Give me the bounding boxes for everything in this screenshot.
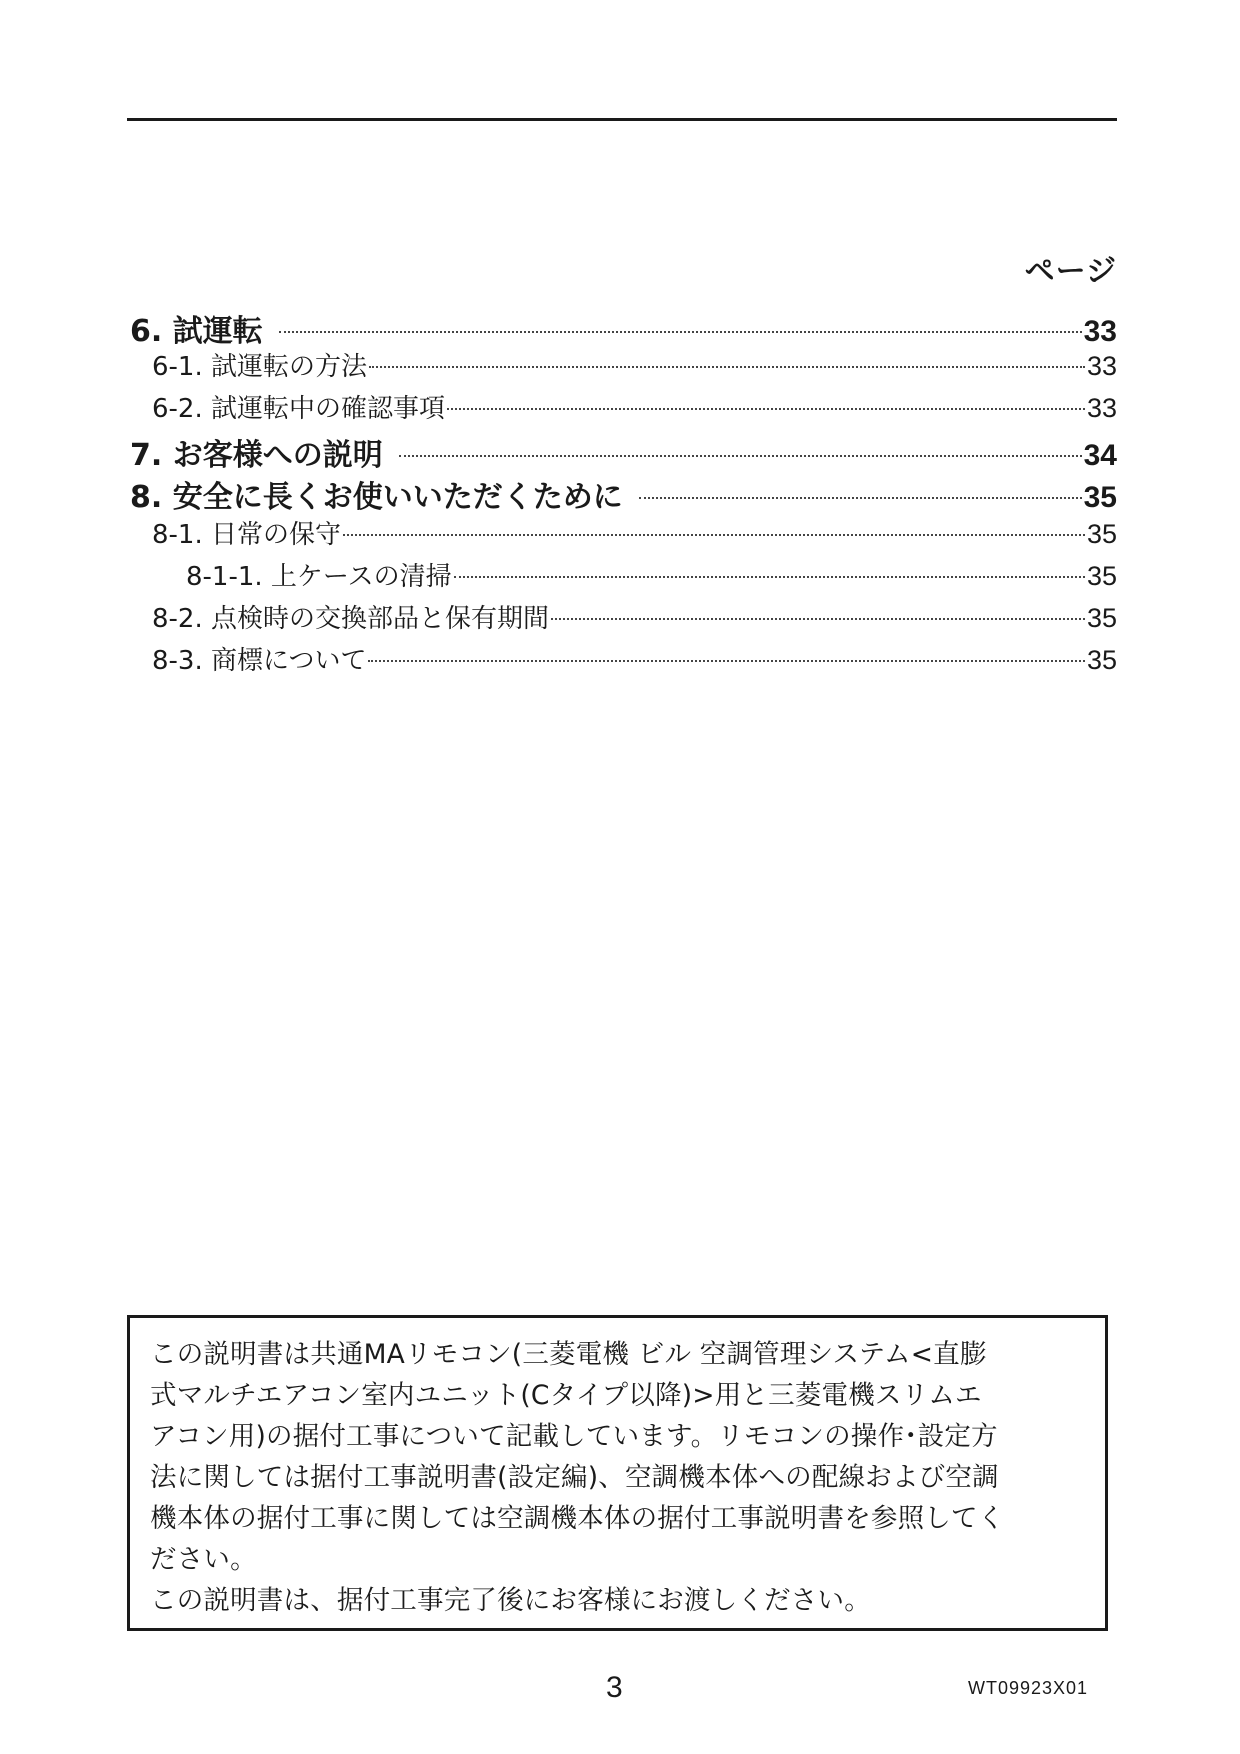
toc-entry-page: 35 (1086, 603, 1117, 633)
toc-entry-page: 35 (1086, 561, 1117, 591)
toc-entry[interactable] (130, 430, 1117, 472)
toc-leader (369, 366, 1085, 368)
document-code: WT09923X01 (968, 1678, 1089, 1698)
toc-entry-title: 8-1. 日常の保守 (152, 520, 341, 550)
notice-box (127, 1315, 1108, 1631)
toc-entry-title: 6-1. 試運転の方法 (152, 352, 367, 382)
notice-line: この説明書は共通MAリモコン(三菱電機 ビル 空調管理システム<直膨 (150, 1339, 987, 1370)
toc-leader (639, 497, 1082, 499)
toc-leader (368, 660, 1084, 662)
toc-entry-title: 6-2. 試運転中の確認事項 (152, 394, 445, 424)
toc-entry-page: 33 (1086, 351, 1117, 381)
toc-entry[interactable] (130, 514, 1117, 556)
top-rule (127, 118, 1117, 121)
toc-entry[interactable] (130, 472, 1117, 514)
toc-entry-page: 35 (1086, 519, 1117, 549)
toc-leader (551, 618, 1085, 620)
toc-entry-title: 6. 試運転 (130, 314, 263, 349)
toc-leader (454, 576, 1085, 578)
toc-entry[interactable] (130, 388, 1117, 430)
toc-entry-page: 35 (1086, 645, 1117, 675)
page-number: 3 (606, 1671, 623, 1704)
toc-entry-page: 35 (1083, 481, 1117, 514)
toc-entry[interactable] (130, 640, 1117, 682)
toc-leader (343, 534, 1085, 536)
toc-entry-title: 8-1-1. 上ケースの清掃 (186, 562, 452, 592)
notice-line: この説明書は、据付工事完了後にお客様にお渡しください。 (150, 1585, 871, 1616)
toc-entry-page: 33 (1086, 393, 1117, 423)
toc-entry-title: 7. お客様への説明 (130, 438, 383, 473)
toc-entry-title: 8-2. 点検時の交換部品と保有期間 (152, 604, 549, 634)
toc-entry[interactable] (130, 598, 1117, 640)
notice-line: ださい。 (150, 1544, 257, 1575)
toc-leader (447, 408, 1085, 410)
toc-entry-title: 8-3. 商標について (152, 646, 367, 676)
table-of-contents (130, 306, 1117, 682)
notice-line: 機本体の据付工事に関しては空調機本体の据付工事説明書を参照してく (150, 1503, 1005, 1534)
toc-entry-title: 8. 安全に長くお使いいただくために (130, 480, 623, 515)
page-column-label: ページ (1024, 254, 1117, 289)
toc-entry-page: 33 (1083, 315, 1117, 348)
toc-entry[interactable] (130, 556, 1117, 598)
notice-line: 式マルチエアコン室内ユニット(Cタイプ以降)>用と三菱電機スリムエ (150, 1380, 982, 1411)
toc-entry[interactable] (130, 306, 1117, 349)
notice-line: アコン用)の据付工事について記載しています。リモコンの操作･設定方 (150, 1421, 998, 1452)
toc-entry[interactable] (130, 346, 1117, 388)
toc-entry-page: 34 (1083, 439, 1117, 472)
notice-line: 法に関しては据付工事説明書(設定編)、空調機本体への配線および空調 (150, 1462, 999, 1493)
toc-leader (279, 331, 1082, 333)
toc-leader (399, 455, 1082, 457)
